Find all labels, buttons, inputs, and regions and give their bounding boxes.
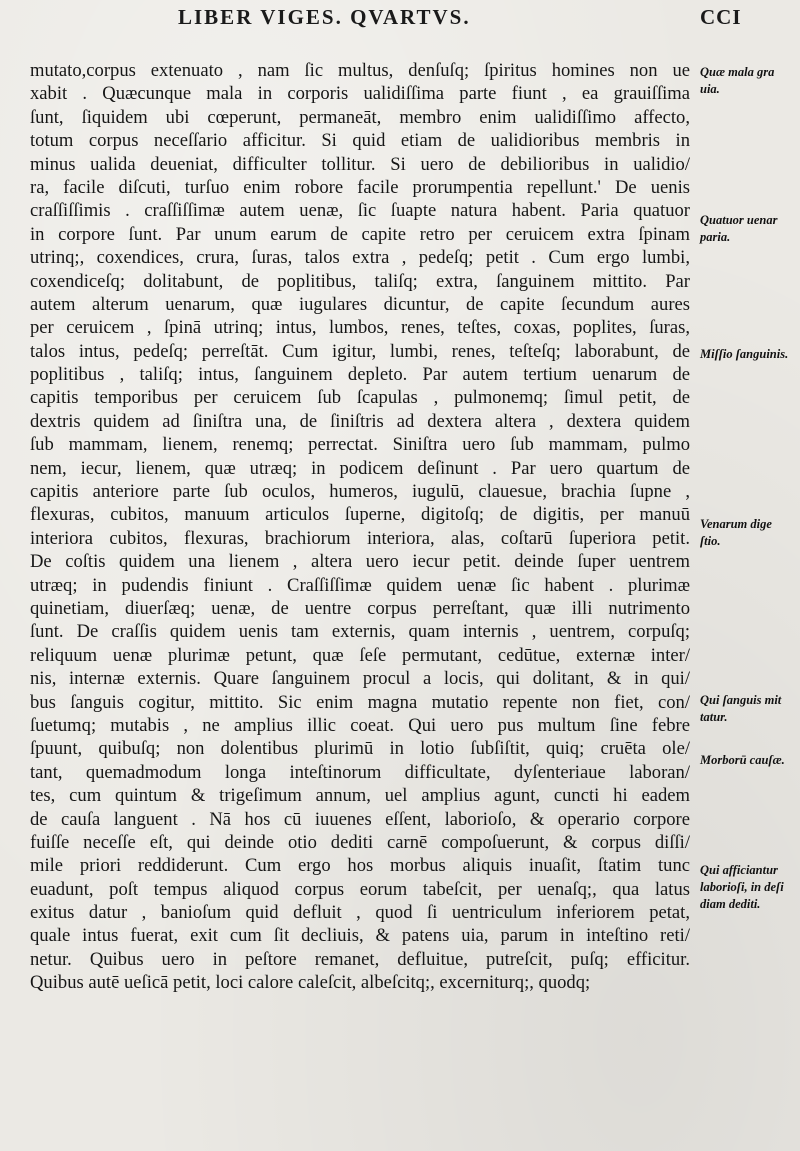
text-line: capitis temporibus per ceruicem ſub ſcapulas , pulmonemq; ſimul petit, de — [30, 387, 690, 409]
text-line: interiora cubitos, flexuras, brachiorum interiora, alas, coſtarū ſuperiora petit. — [30, 527, 690, 549]
text-line: ſuetumq; mutabis , ne amplius illic coeat. Qui uero pus multum ſine febre — [30, 714, 690, 736]
text-line: ſunt, ſiquidem ubi cœperunt, permaneāt, membro enim ualidiſſimo affecto, — [30, 106, 690, 128]
margin-note: Qui ſanguis mit tatur. — [700, 693, 782, 724]
text-line: ſpuunt, quibuſq; non dolentibus plurimū in lotio ſubſiſtit, quiq; cruēta ole/ — [30, 738, 690, 760]
text-line: quale intus fuerat, exit cum ſit decliuis, & patens uia, parum in inteſtino reti/ — [30, 925, 690, 947]
text-line: nem, iecur, lienem, quæ utræq; in podicem deſinunt . Par uero quartum de — [30, 457, 690, 479]
body-text — [30, 59, 690, 995]
text-line: totum corpus neceſſario afficitur. Si quid etiam de ualidioribus membris in — [30, 130, 690, 152]
text-line: fuiſſe neceſſe eſt, qui deinde otio dediti carnē compoſuerunt, & corpus diſſi/ — [30, 831, 690, 853]
text-line: exitus datur , banioſum quid defluit , quod ſi uentriculum inferiorem petat, — [30, 902, 690, 924]
text-line: quinetiam, diuerſæq; uenæ, de uentre corpus perreſtant, quæ illi nutrimento — [30, 597, 690, 619]
margin-note: Miſſio ſanguinis. — [700, 347, 789, 361]
text-line: euadunt, poſt tempus aliquod corpus eorum tabeſcit, per uenaſq;, qua latus — [30, 878, 690, 900]
text-line: mile priori reddiderunt. Cum ergo hos morbus aliquis inuaſit, ſtatim tunc — [30, 855, 690, 877]
margin-notes — [700, 0, 800, 1151]
text-line: per ceruicem , ſpinā utrinq; intus, lumbos, renes, teſtes, coxas, poplites, ſuras, — [30, 317, 690, 339]
text-line: flexuras, cubitos, manuum articulos ſuperne, digitoſq; de digitis, per manuū — [30, 504, 690, 526]
text-line: craſſiſſimis . craſſiſſimæ autem uenæ, ſic ſuapte natura habent. Paria quatuor — [30, 200, 690, 222]
text-line: autem alterum uenarum, quæ iugulares dicuntur, de capite ſecundum aures — [30, 293, 690, 315]
text-line: Quibus autē ueſicā petit, loci calore caleſcit, albeſcitq;, excerniturq;, quodq; — [30, 972, 591, 994]
text-line: ſunt. De craſſis quidem uenis tam externis, quam internis , uentrem, corpuſq; — [30, 621, 690, 643]
text-line: De coſtis quidem una lienem , altera uero iecur petit. deinde ſuper uentrem — [30, 551, 690, 573]
text-line: tant, quemadmodum longa inteſtinorum difficultate, dyſenteriaue laboran/ — [30, 761, 690, 783]
text-line: netur. Quibus uero in peſtore remanet, defluitue, putreſcit, puſq; efficitur. — [30, 948, 690, 970]
text-line: poplitibus , taliſq; intus, ſanguinem depleto. Par autem tertium uenarum de — [30, 364, 690, 386]
text-line: xabit . Quæcunque mala in corporis ualidiſſima parte fiunt , ea grauiſſima — [30, 83, 690, 105]
text-line: reliquum uenæ plurimæ petunt, quæ ſeſe permutant, cedūtue, externæ inter/ — [30, 644, 690, 666]
text-line: nis, internæ externis. Quare ſanguinem procul a locis, qui dolitant, & in qui/ — [30, 668, 690, 690]
text-line: utrinq;, coxendices, crura, ſuras, talos extra , pedeſq; petit . Cum ergo lumbi, — [30, 247, 690, 269]
text-line: mutato,corpus extenuato , nam ſic multus, denſuſq; ſpiritus homines non ue — [30, 60, 690, 81]
margin-note: Venarum dige ſtio. — [700, 517, 772, 548]
text-line: talos intus, pedeſq; perreſtāt. Cum igitur, lumbi, renes, teſteſq; laborabunt, de — [30, 340, 690, 362]
margin-note: Quæ mala gra uia. — [700, 65, 775, 96]
text-line: ra, facile diſcuti, turſuo enim robore facile prorumpentia repellunt.' De uenis — [30, 176, 690, 198]
margin-note: Morborū cauſæ. — [700, 753, 785, 767]
text-line: ſub mammam, lienem, renemq; perrectat. Siniſtra uero ſub mammam, pulmo — [30, 434, 690, 456]
text-line: minus ualida deueniat, difficulter tollitur. Si uero de debilioribus in ualidio/ — [30, 153, 690, 175]
margin-note: Quatuor uenar paria. — [700, 213, 778, 244]
running-head: LIBER VIGES. QVARTVS. — [178, 5, 471, 29]
text-line: coxendiceſq; dolitabunt, de poplitibus, taliſq; extra, ſanguinem mittito. Par — [30, 270, 690, 292]
text-line: bus ſanguis cogitur, mittito. Sic enim magna mutatio repente non fiet, con/ — [30, 691, 690, 713]
text-line: in corpore ſunt. Par unum earum de capite retro per ceruicem extra ſpinam — [30, 223, 690, 245]
folio-number: CCI — [700, 5, 742, 29]
text-line: de cauſa languent . Nā hos cū iuuenes eſſent, laborioſo, & operario corpore — [30, 808, 690, 830]
text-line: capitis anteriore parte ſub oculos, humeros, iugulū, clauesue, brachia ſupne , — [30, 481, 690, 503]
text-line: tes, cum quintum & trigeſimum annum, uel amplius agunt, cuncti hi eadem — [30, 785, 690, 807]
text-line: dextris quidem ad ſiniſtra una, de ſiniſtris ad dextera altera , dextera quidem — [30, 410, 690, 432]
margin-note: Qui afficiantur laborioſi, in deſi diam dediti. — [700, 863, 784, 911]
text-line: utræq; in pudendis finiunt . Craſſiſſimæ quidem uenæ ſic habent . plurimæ — [30, 574, 690, 596]
